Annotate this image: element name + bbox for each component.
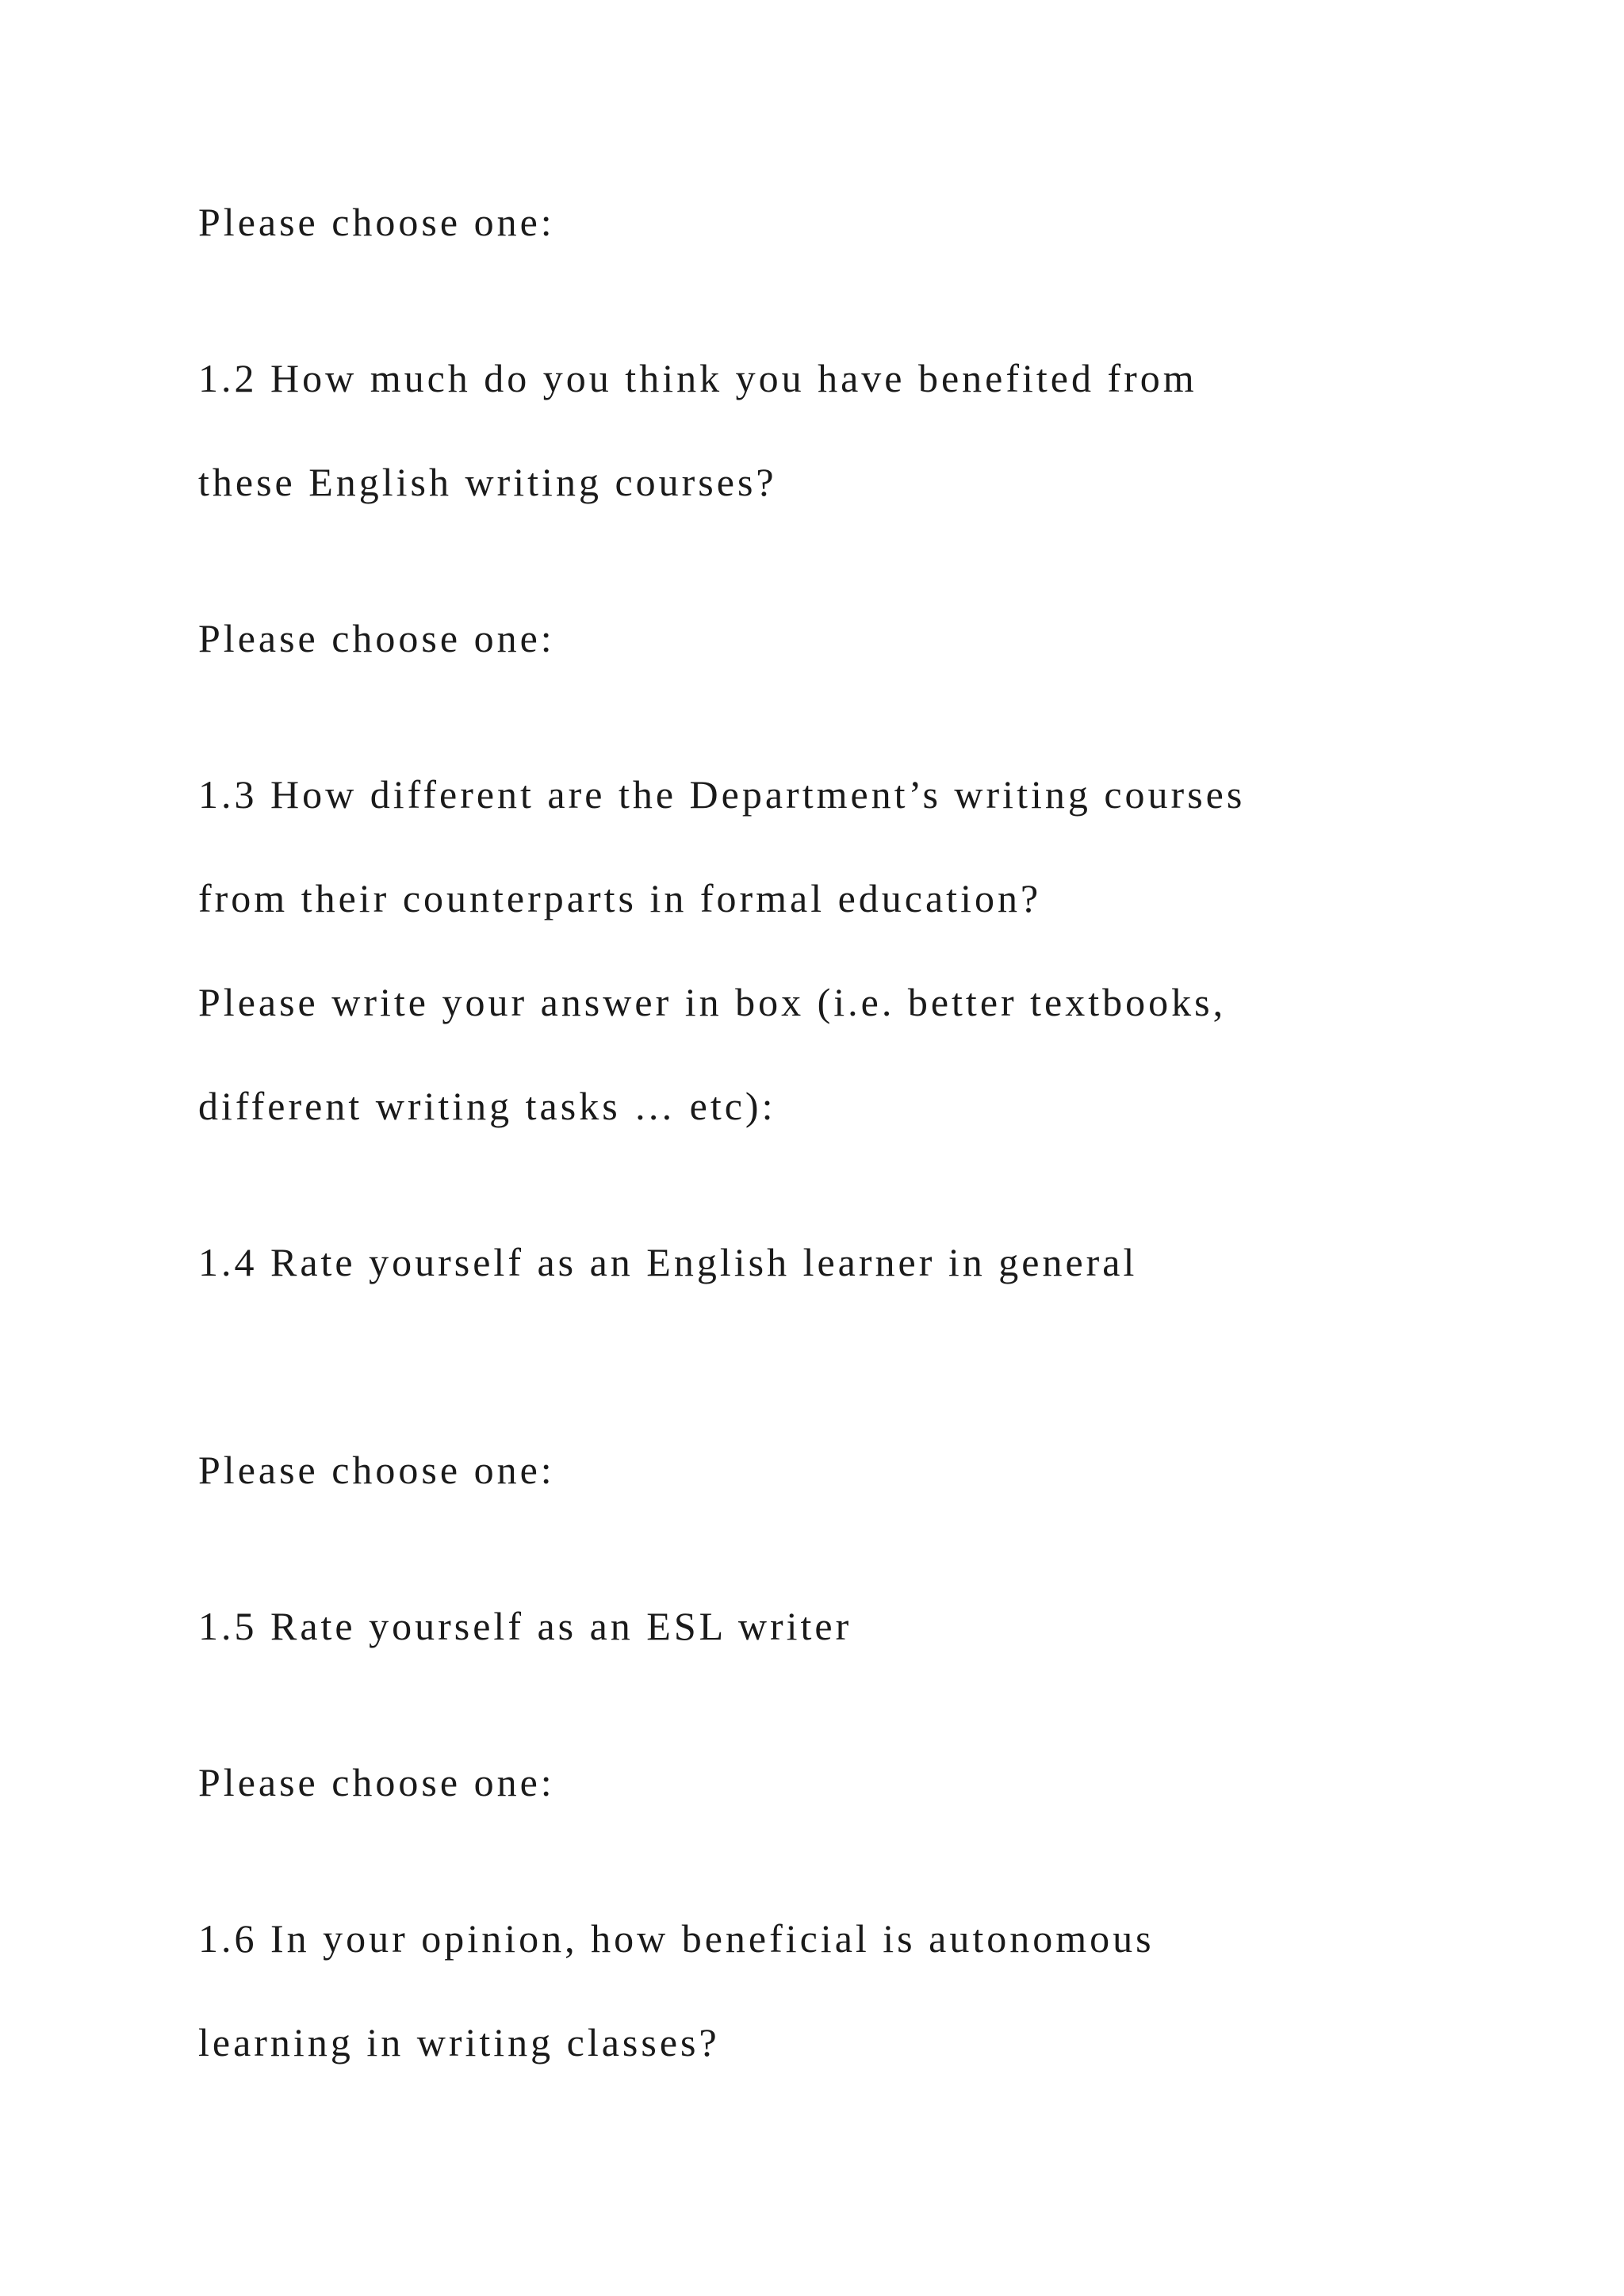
question-1-6-line-1: 1.6 In your opinion, how beneficial is autonomous (198, 1916, 1155, 1961)
question-1-2-line-2: these English writing courses? (198, 460, 777, 504)
answer-instruction-line-1: Please write your answer in box (i.e. better textbooks, (198, 980, 1227, 1024)
choose-one-prompt-1: Please choose one: (198, 200, 555, 244)
question-1-5: 1.5 Rate yourself as an ESL writer (198, 1604, 852, 1648)
question-1-4: 1.4 Rate yourself as an English learner in general (198, 1240, 1138, 1284)
question-1-3-line-1: 1.3 How different are the Department’s writing courses (198, 772, 1246, 817)
choose-one-prompt-3: Please choose one: (198, 1448, 555, 1492)
question-1-6-line-2: learning in writing classes? (198, 2020, 720, 2064)
choose-one-prompt-2: Please choose one: (198, 616, 555, 660)
question-1-2-line-1: 1.2 How much do you think you have benefited from (198, 356, 1197, 400)
question-1-3-line-2: from their counterparts in formal education? (198, 876, 1042, 920)
answer-instruction-line-2: different writing tasks … etc): (198, 1084, 776, 1128)
choose-one-prompt-4: Please choose one: (198, 1760, 555, 1804)
